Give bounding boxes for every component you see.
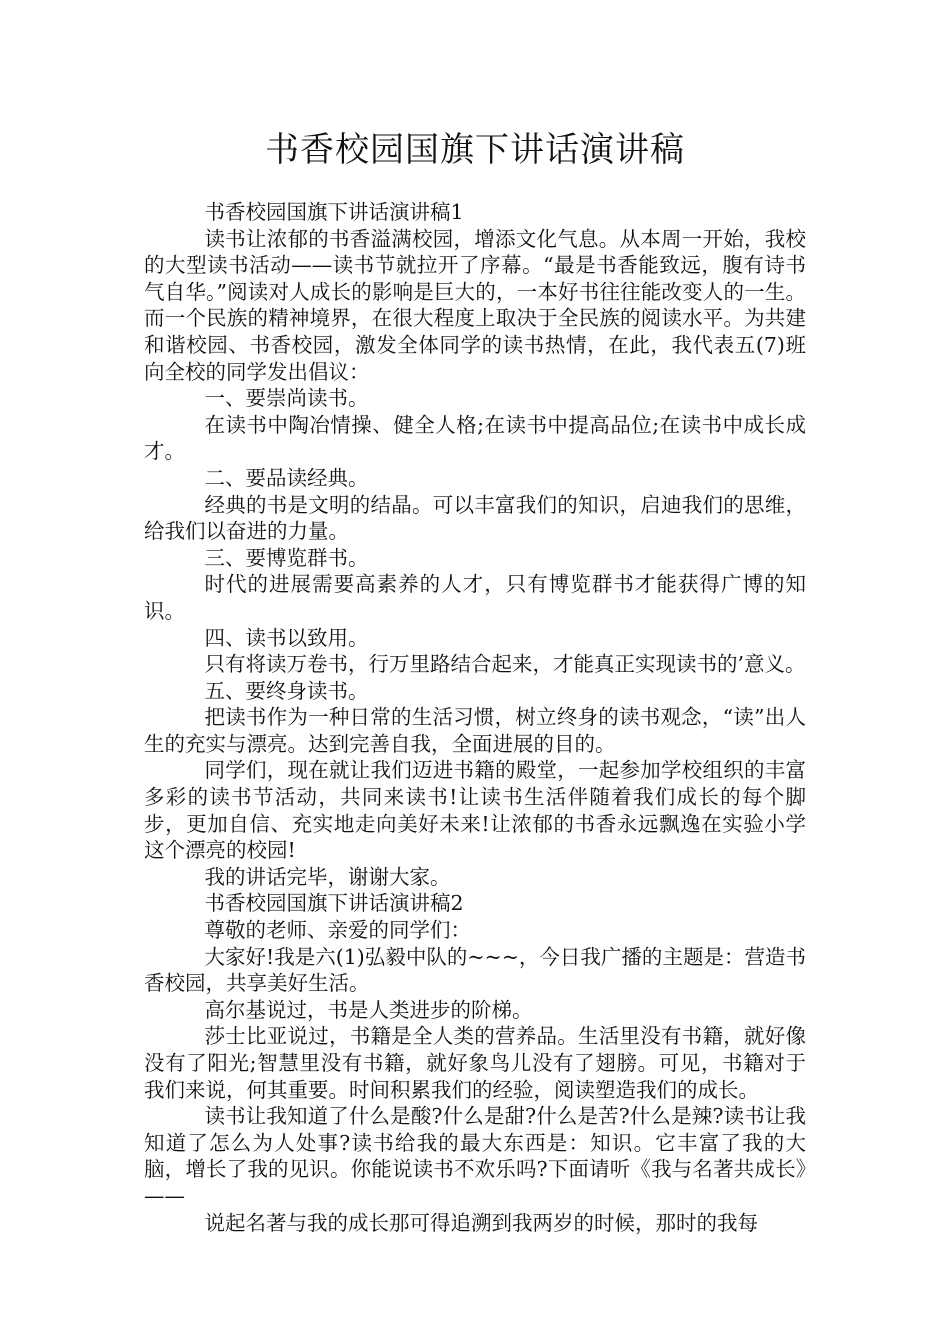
salutation: 尊敬的老师、亲爱的同学们： — [204, 918, 471, 943]
proposal-heading-4: 四、读书以致用。 — [204, 625, 369, 650]
proposal-heading-3: 三、要博览群书。 — [204, 545, 369, 570]
body-paragraph: 同学们，现在就让我们迈进书籍的殿堂，一起参加学校组织的丰富多彩的读书节活动，共同来读书!让读书生活伴随着我们成长的每个脚步，更加自信、充实地走向美好未来!让浓郁的书香永远飘逸在实验小学这个漂亮的校园! — [144, 758, 806, 863]
proposal-heading-2: 二、要品读经典。 — [204, 465, 369, 490]
body-paragraph: 在读书中陶冶情操、健全人格;在读书中提高品位;在读书中成长成才。 — [144, 412, 806, 464]
body-paragraph: 莎士比亚说过，书籍是全人类的营养品。生活里没有书籍，就好像没有了阳光;智慧里没有书籍，就好象鸟儿没有了翅膀。可见，书籍对于我们来说，何其重要。时间积累我们的经验，阅读塑造我们的成长。 — [144, 1024, 806, 1102]
proposal-heading-5: 五、要终身读书。 — [204, 678, 369, 703]
closing-line: 我的讲话完毕，谢谢大家。 — [204, 864, 451, 889]
document-title: 书香校园国旗下讲话演讲稿 — [265, 130, 685, 170]
body-paragraph: 读书让浓郁的书香溢满校园，增添文化气息。从本周一开始，我校的大型读书活动——读书节就拉开了序幕。“最是书香能致远，腹有诗书气自华。”阅读对人成长的影响是巨大的，一本好书往往能改变人的一生。而一个民族的精神境界，在很大程度上取决于全民族的阅读水平。为共建和谐校园、书香校园，激发全体同学的读书热情，在此，我代表五(7)班向全校的同学发出倡议： — [144, 226, 806, 384]
body-paragraph: 时代的进展需要高素养的人才，只有博览群书才能获得广博的知识。 — [144, 572, 806, 623]
body-paragraph: 经典的书是文明的结晶。可以丰富我们的知识，启迪我们的思维，给我们以奋进的力量。 — [144, 492, 806, 544]
section-heading-2: 书香校园国旗下讲话演讲稿2 — [204, 891, 464, 916]
body-paragraph: 把读书作为一种日常的生活习惯，树立终身的读书观念，“读”出人生的充实与漂亮。达到完善自我，全面进展的目的。 — [144, 705, 806, 756]
body-paragraph: 只有将读万卷书，行万里路结合起来，才能真正实现读书的’意义。 — [204, 652, 806, 677]
section-heading-1: 书香校园国旗下讲话演讲稿1 — [204, 200, 464, 224]
proposal-heading-1: 一、要崇尚读书。 — [204, 386, 369, 411]
body-paragraph: 高尔基说过，书是人类进步的阶梯。 — [204, 997, 533, 1022]
body-paragraph: 说起名著与我的成长那可得追溯到我两岁的时候，那时的我每 — [204, 1210, 758, 1235]
body-paragraph: 读书让我知道了什么是酸?什么是甜?什么是苦?什么是辣?读书让我知道了怎么为人处事?读书给我的最大东西是：知识。它丰富了我的大脑，增长了我的见识。你能说读书不欢乐吗?下面请听《我与名著共成长》—— — [144, 1104, 806, 1208]
document-body — [144, 199, 806, 1236]
body-paragraph: 大家好!我是六(1)弘毅中队的~~~，今日我广播的主题是：营造书香校园，共享美好生活。 — [144, 944, 806, 996]
